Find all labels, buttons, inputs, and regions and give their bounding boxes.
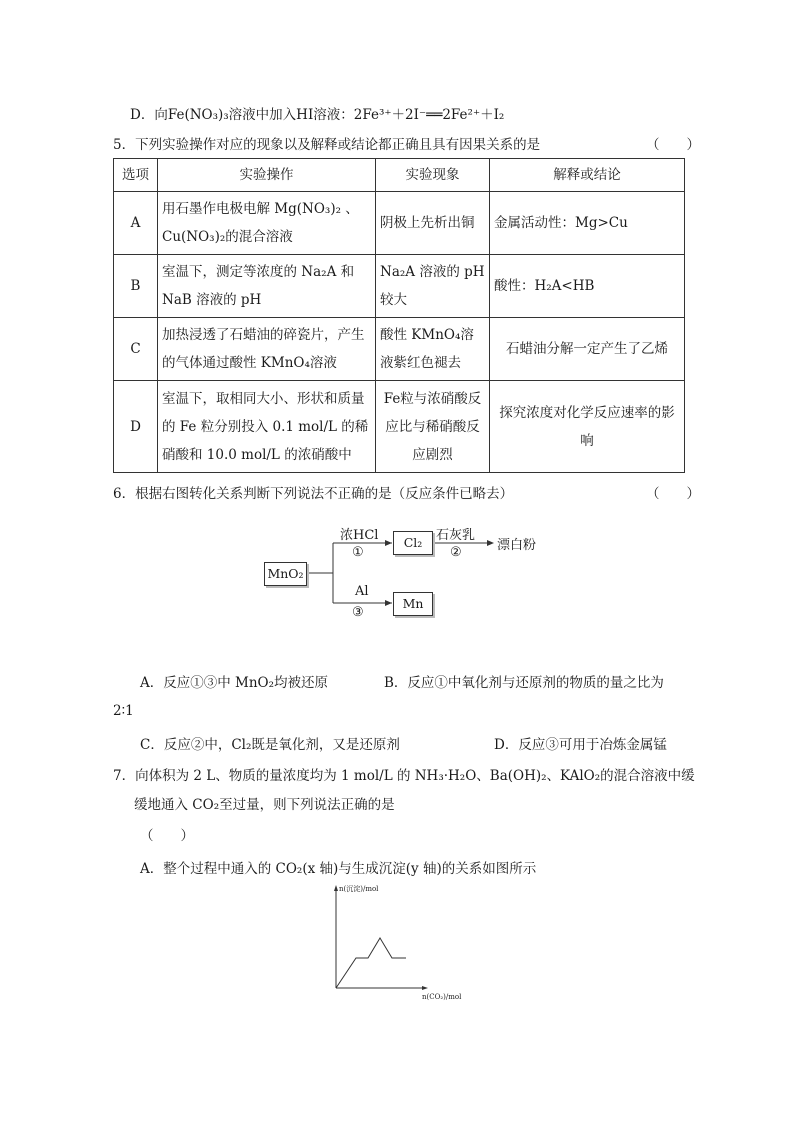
header-phenomenon: 实验现象	[376, 159, 490, 192]
row-phenomenon: Fe粒与浓硝酸反应比与稀硝酸反应剧烈	[376, 381, 490, 473]
q6-option-c: C．反应②中，Cl₂既是氧化剂，又是还原剂	[140, 737, 400, 753]
upper-reagent-label: 浓HCl	[340, 528, 379, 543]
q7-option-a: A．整个过程中通入的 CO₂(x 轴)与生成沉淀(y 轴)的关系如图所示	[140, 861, 537, 877]
row-option: D	[114, 381, 158, 473]
mn-box: Mn	[393, 592, 433, 616]
q6-option-a: A．反应①③中 MnO₂均被还原	[140, 675, 329, 691]
q5-answer-paren: （ ）	[646, 137, 700, 153]
row-phenomenon: Na₂A 溶液的 pH 较大	[376, 255, 490, 318]
header-operation: 实验操作	[158, 159, 376, 192]
q6-stem: 6．根据右图转化关系判断下列说法不正确的是（反应条件已略去）	[113, 486, 514, 502]
q7-stem-line2: 缓地通入 CO₂至过量，则下列说法正确的是	[134, 797, 395, 813]
q6-option-b: B．反应①中氧化剂与还原剂的物质的量之比为	[384, 675, 664, 691]
row-option: A	[114, 192, 158, 255]
q5-stem: 5．下列实验操作对应的现象以及解释或结论都正确且具有因果关系的是	[113, 137, 541, 153]
row-conclusion: 石蜡油分解一定产生了乙烯	[490, 318, 685, 381]
row-conclusion: 酸性：H₂A<HB	[490, 255, 685, 318]
row-conclusion: 探究浓度对化学反应速率的影响	[490, 381, 685, 473]
q6-option-b-continued: 2∶1	[113, 703, 134, 719]
final-product-label: 漂白粉	[497, 538, 537, 553]
row-operation: 室温下，测定等浓度的 Na₂A 和 NaB 溶液的 pH	[158, 255, 376, 318]
row-operation: 室温下，取相同大小、形状和质量的 Fe 粒分别投入 0.1 mol/L 的稀硝酸和 10.0 mol/L 的浓硝酸中	[158, 381, 376, 473]
row-conclusion: 金属活动性：Mg>Cu	[490, 192, 685, 255]
row-operation: 加热浸透了石蜡油的碎瓷片，产生的气体通过酸性 KMnO₄溶液	[158, 318, 376, 381]
lower-reagent-label: Al	[355, 584, 369, 599]
graph-x-axis-label: n(CO₂)/mol	[422, 993, 462, 1001]
row-option: B	[114, 255, 158, 318]
row-phenomenon: 阴极上先析出铜	[376, 192, 490, 255]
cl2-box: Cl₂	[393, 531, 433, 555]
q7-stem-line1: 7．向体积为 2 L、物质的量浓度均为 1 mol/L 的 NH₃·H₂O、Ba(OH)₂、KAlO₂的混合溶液中缓	[113, 768, 695, 784]
right-reaction-number: ②	[450, 545, 462, 560]
upper-reaction-number: ①	[352, 545, 364, 560]
header-option: 选项	[114, 159, 158, 192]
header-conclusion: 解释或结论	[490, 159, 685, 192]
graph-y-axis-label: n(沉淀)/mol	[339, 885, 379, 893]
right-reagent-label: 石灰乳	[436, 528, 476, 543]
mno2-box: MnO₂	[264, 562, 307, 586]
lower-reaction-number: ③	[352, 605, 364, 620]
q4-option-d: D．向Fe(NO₃)₃溶液中加入HI溶液：2Fe³⁺＋2I⁻══2Fe²⁺＋I₂	[130, 107, 505, 123]
row-phenomenon: 酸性 KMnO₄溶液紫红色褪去	[376, 318, 490, 381]
q6-option-d: D．反应③可用于冶炼金属锰	[494, 737, 667, 753]
row-operation: 用石墨作电极电解 Mg(NO₃)₂ 、Cu(NO₃)₂的混合溶液	[158, 192, 376, 255]
q6-answer-paren: （ ）	[646, 486, 700, 502]
row-option: C	[114, 318, 158, 381]
q7-answer-paren: （ ）	[140, 828, 194, 844]
